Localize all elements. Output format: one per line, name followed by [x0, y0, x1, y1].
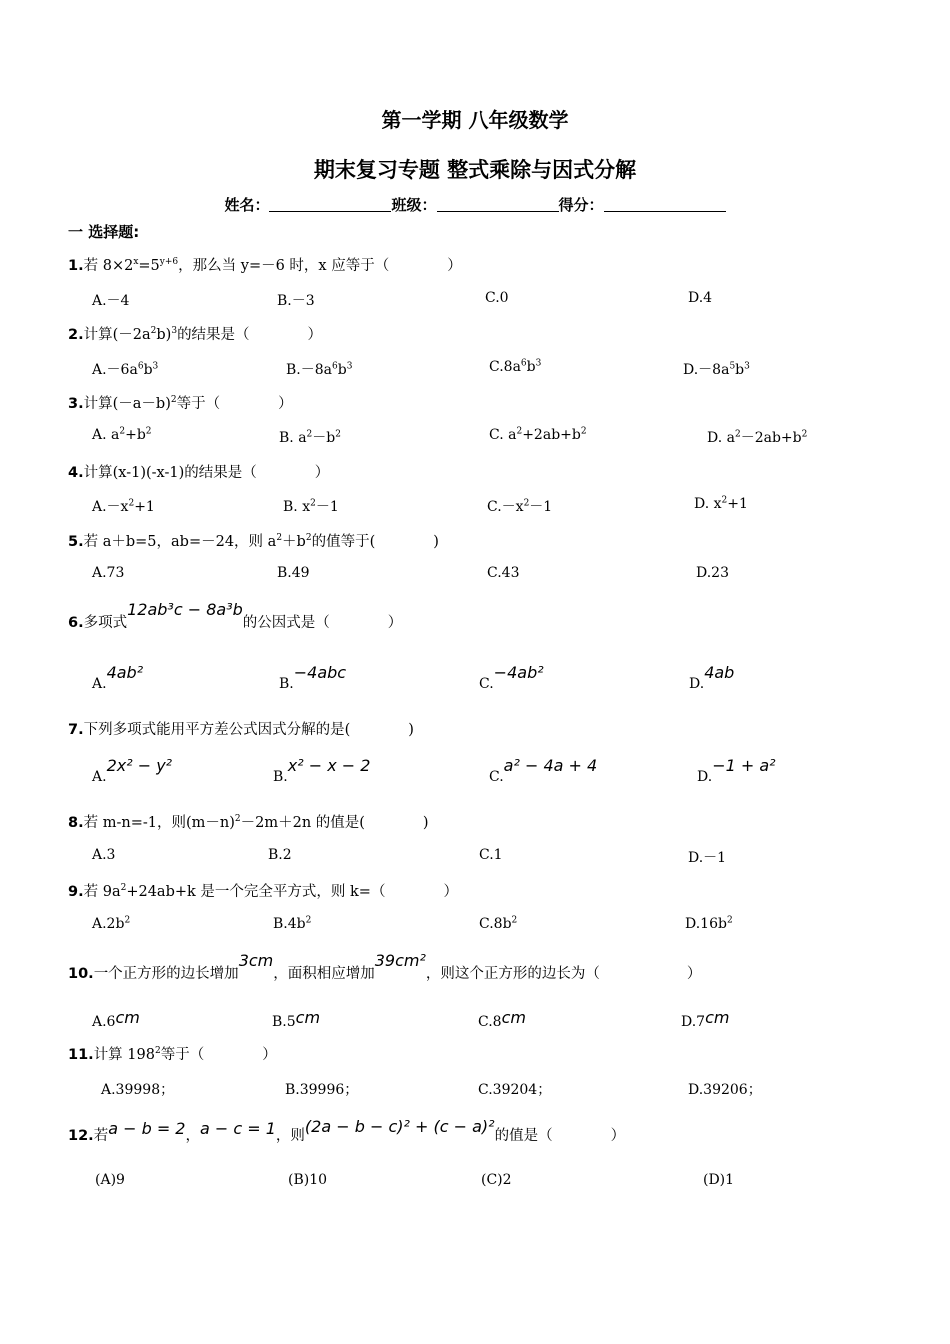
question-3 — [68, 392, 293, 413]
option-label: D. — [689, 676, 705, 692]
option-a[interactable] — [92, 427, 152, 443]
question-8 — [68, 811, 429, 832]
option-b[interactable] — [286, 359, 352, 379]
question-number: 4. — [68, 465, 84, 481]
exponent: 2 — [234, 814, 241, 825]
question-text: ，则这个正方形的边长为（ ） — [425, 966, 702, 982]
question-number: 1. — [68, 258, 84, 274]
score-label: 得分： — [558, 196, 604, 214]
exponent: 3 — [152, 361, 159, 372]
student-info-line — [0, 194, 950, 215]
exponent: 3 — [535, 358, 542, 369]
option-c[interactable]: C.1 — [479, 847, 503, 863]
option-b[interactable]: B.－3 — [277, 293, 315, 309]
exponent: 2 — [310, 498, 316, 509]
question-2 — [68, 323, 322, 344]
option-b[interactable]: B.39996； — [285, 1082, 359, 1098]
option-text: +1 — [727, 496, 748, 512]
option-a[interactable] — [92, 756, 173, 785]
question-number: 3. — [68, 396, 84, 412]
option-text: D.16b — [685, 916, 727, 932]
question-text: 等于（ ） — [176, 396, 293, 412]
exponent: 2 — [511, 915, 518, 926]
option-d[interactable]: (D)1 — [703, 1172, 735, 1188]
option-text: －2ab+b — [740, 430, 802, 446]
option-d[interactable] — [681, 1008, 730, 1030]
option-b[interactable] — [279, 427, 341, 447]
option-b[interactable] — [279, 663, 347, 692]
option-a[interactable]: A.3 — [92, 847, 116, 863]
name-blank[interactable] — [269, 196, 391, 212]
exponent: 6 — [137, 361, 144, 372]
math-expression: a − c = 1 — [199, 1119, 276, 1138]
option-label: B. — [273, 769, 288, 785]
option-label: B. — [279, 676, 294, 692]
exponent: 3 — [744, 361, 750, 372]
question-text: 若 m-n=-1，则(m－n) — [83, 815, 235, 831]
unit-text: cm — [501, 1008, 526, 1027]
question-text: 一个正方形的边长增加 — [93, 966, 239, 982]
exponent: 2 — [276, 533, 283, 544]
option-d[interactable] — [694, 496, 748, 512]
option-c[interactable] — [489, 427, 587, 443]
option-d[interactable]: D.－1 — [688, 850, 727, 866]
option-a[interactable] — [92, 663, 144, 692]
option-text: C.－x — [487, 499, 524, 515]
exponent: 2 — [305, 533, 312, 544]
question-7 — [68, 718, 414, 739]
option-text: C.8 — [478, 1014, 502, 1030]
math-expression: 39cm² — [374, 951, 426, 970]
option-c[interactable]: (C)2 — [481, 1172, 512, 1188]
question-text: ，那么当 y=－6 时，x 应等于（ ） — [178, 258, 462, 274]
class-blank[interactable] — [437, 196, 559, 212]
question-text: 的结果是（ ） — [177, 327, 323, 343]
question-text: 下列多项式能用平方差公式因式分解的是( ) — [83, 722, 414, 738]
question-text: 的值是（ ） — [494, 1128, 626, 1144]
question-11 — [68, 1043, 277, 1064]
option-a[interactable]: A.73 — [92, 565, 125, 581]
question-number: 8. — [68, 815, 84, 831]
question-6 — [68, 600, 403, 632]
question-text: b) — [156, 327, 172, 343]
question-text: 计算 198 — [93, 1047, 155, 1063]
option-text: C.8a — [489, 359, 521, 375]
math-expression: −4ab² — [493, 663, 544, 682]
exponent: 2 — [734, 429, 741, 440]
question-text: ＋b — [282, 534, 306, 550]
question-number: 7. — [68, 722, 84, 738]
unit-text: cm — [705, 1008, 730, 1027]
option-c[interactable] — [478, 1008, 526, 1030]
option-text: B. a — [279, 430, 307, 446]
math-expression: −4abc — [293, 663, 347, 682]
option-a[interactable] — [92, 496, 155, 516]
exponent: 2 — [523, 498, 530, 509]
option-text: －b — [312, 430, 336, 446]
option-a[interactable]: (A)9 — [95, 1172, 125, 1188]
math-expression: 3cm — [238, 951, 274, 970]
option-text: A.2b — [92, 916, 125, 932]
option-text: +b — [125, 427, 146, 443]
option-text: b — [337, 362, 347, 378]
question-9 — [68, 880, 458, 901]
option-c[interactable] — [487, 496, 552, 516]
exponent: 2 — [516, 426, 523, 437]
option-d[interactable] — [689, 663, 735, 692]
exponent: 2 — [119, 426, 126, 437]
option-text: B.5 — [272, 1014, 296, 1030]
question-4 — [68, 461, 329, 482]
question-10 — [68, 951, 702, 983]
math-expression: (2a − b − c)² + (c − a)² — [304, 1117, 495, 1136]
option-text: －1 — [315, 499, 339, 515]
exponent: 2 — [721, 495, 728, 506]
option-text: B.4b — [273, 916, 306, 932]
exponent: 2 — [726, 915, 733, 926]
option-c[interactable]: C.0 — [485, 290, 509, 306]
unit-text: cm — [115, 1008, 140, 1027]
option-a[interactable] — [92, 359, 158, 379]
question-5 — [68, 530, 439, 551]
option-label: D. — [697, 769, 713, 785]
option-text: b — [735, 362, 745, 378]
option-text: B. x — [283, 499, 311, 515]
math-expression: a² − 4a + 4 — [503, 756, 598, 775]
exponent: 2 — [150, 326, 157, 337]
exponent: 3 — [171, 326, 178, 337]
question-text: 若 — [93, 1128, 109, 1144]
option-text: C. a — [489, 427, 517, 443]
option-a[interactable]: A.39998； — [101, 1082, 175, 1098]
option-b[interactable] — [283, 496, 339, 516]
option-c[interactable]: C.39204； — [478, 1082, 552, 1098]
class-label: 班级： — [391, 196, 437, 214]
option-text: b — [143, 362, 153, 378]
question-text: 计算(－2a — [83, 327, 151, 343]
option-text: b — [526, 359, 536, 375]
option-text: －1 — [529, 499, 553, 515]
question-text: 若 8×2 — [83, 258, 134, 274]
exponent: 2 — [801, 429, 808, 440]
question-number: 5. — [68, 534, 84, 550]
exponent: 3 — [346, 361, 353, 372]
question-text: ，面积相应增加 — [273, 966, 375, 982]
exponent: x — [133, 257, 139, 268]
question-text: 若 9a — [83, 884, 121, 900]
question-number: 12. — [68, 1128, 94, 1144]
option-text: B.－8a — [286, 362, 332, 378]
option-label: A. — [92, 676, 107, 692]
question-1 — [68, 254, 462, 275]
exponent: 6 — [520, 358, 527, 369]
option-c[interactable] — [489, 359, 541, 375]
option-d[interactable] — [683, 359, 750, 379]
math-expression: −1 + a² — [712, 756, 776, 775]
exponent: 2 — [145, 426, 152, 437]
score-blank[interactable] — [604, 196, 726, 212]
question-text: 若 a＋b=5，ab=－24，则 a — [83, 534, 277, 550]
option-c[interactable] — [489, 756, 598, 785]
question-text: －2m＋2n 的值是( ) — [240, 815, 429, 831]
option-c[interactable] — [479, 916, 517, 932]
option-text: +1 — [134, 499, 155, 515]
exponent: 2 — [128, 498, 135, 509]
question-text: +24ab+k 是一个完全平方式，则 k=（ ） — [126, 884, 458, 900]
option-d[interactable] — [685, 916, 733, 932]
question-text: 的值等于( ) — [311, 534, 439, 550]
option-text: C.8b — [479, 916, 512, 932]
exponent: 2 — [170, 395, 177, 406]
name-label: 姓名： — [224, 196, 270, 214]
exponent: y+6 — [159, 257, 179, 268]
option-text: A.－6a — [92, 362, 138, 378]
question-number: 2. — [68, 327, 84, 343]
option-a[interactable] — [92, 916, 130, 932]
math-expression: a − b = 2 — [108, 1119, 186, 1138]
option-b[interactable]: B.2 — [268, 847, 292, 863]
option-text: D.7 — [681, 1014, 706, 1030]
math-expression: 4ab² — [106, 663, 144, 682]
option-d[interactable] — [697, 756, 776, 785]
question-text: 计算(x-1)(-x-1)的结果是（ ） — [83, 465, 330, 481]
question-text: 的公因式是（ ） — [242, 615, 403, 631]
option-c[interactable] — [479, 663, 544, 692]
question-number: 9. — [68, 884, 84, 900]
math-expression: 2x² − y² — [106, 756, 173, 775]
exponent: 2 — [154, 1046, 161, 1057]
option-text: D. x — [694, 496, 722, 512]
question-number: 10. — [68, 966, 94, 982]
question-text: 计算(－a－b) — [83, 396, 171, 412]
math-expression: x² − x − 2 — [287, 756, 371, 775]
option-b[interactable] — [272, 1008, 321, 1030]
question-number: 6. — [68, 615, 84, 631]
exponent: 2 — [120, 883, 127, 894]
question-text: 多项式 — [83, 615, 128, 631]
exponent: 6 — [332, 361, 338, 372]
option-text: A.6 — [92, 1014, 116, 1030]
option-b[interactable]: B.49 — [277, 565, 310, 581]
exponent: 5 — [729, 361, 736, 372]
option-d[interactable]: D.23 — [696, 565, 729, 581]
exponent: 2 — [306, 429, 313, 440]
option-label: C. — [489, 769, 504, 785]
exponent: 2 — [124, 915, 131, 926]
option-d[interactable] — [707, 427, 807, 447]
option-b[interactable] — [273, 916, 311, 932]
question-number: 11. — [68, 1047, 94, 1063]
option-a[interactable]: A.－4 — [92, 293, 130, 309]
option-text: A.－x — [92, 499, 129, 515]
title-line-1: 第一学期 八年级数学 — [381, 108, 569, 132]
question-text: ， — [185, 1128, 200, 1144]
option-b[interactable] — [273, 756, 371, 785]
option-text: D.－8a — [683, 362, 730, 378]
option-d[interactable]: D.4 — [688, 290, 713, 306]
option-label: A. — [92, 769, 107, 785]
section-heading: 一 选择题: — [68, 223, 140, 241]
option-d[interactable]: D.39206； — [688, 1082, 762, 1098]
question-12 — [68, 1117, 626, 1145]
exponent: 2 — [580, 426, 587, 437]
math-expression: 12ab³c − 8a³b — [127, 600, 243, 619]
option-label: C. — [479, 676, 494, 692]
option-text: A. a — [92, 427, 120, 443]
exponent: 2 — [305, 915, 312, 926]
question-text: 等于（ ） — [160, 1047, 277, 1063]
unit-text: cm — [295, 1008, 321, 1027]
math-expression: 4ab — [704, 663, 735, 682]
option-text: D. a — [707, 430, 735, 446]
option-b[interactable]: (B)10 — [288, 1172, 328, 1188]
exponent: 2 — [335, 429, 341, 440]
option-a[interactable] — [92, 1008, 140, 1030]
question-text: ，则 — [275, 1128, 305, 1144]
option-text: +2ab+b — [522, 427, 581, 443]
option-c[interactable]: C.43 — [487, 565, 520, 581]
question-text: =5 — [138, 258, 160, 274]
title-line-2: 期末复习专题 整式乘除与因式分解 — [313, 158, 637, 182]
